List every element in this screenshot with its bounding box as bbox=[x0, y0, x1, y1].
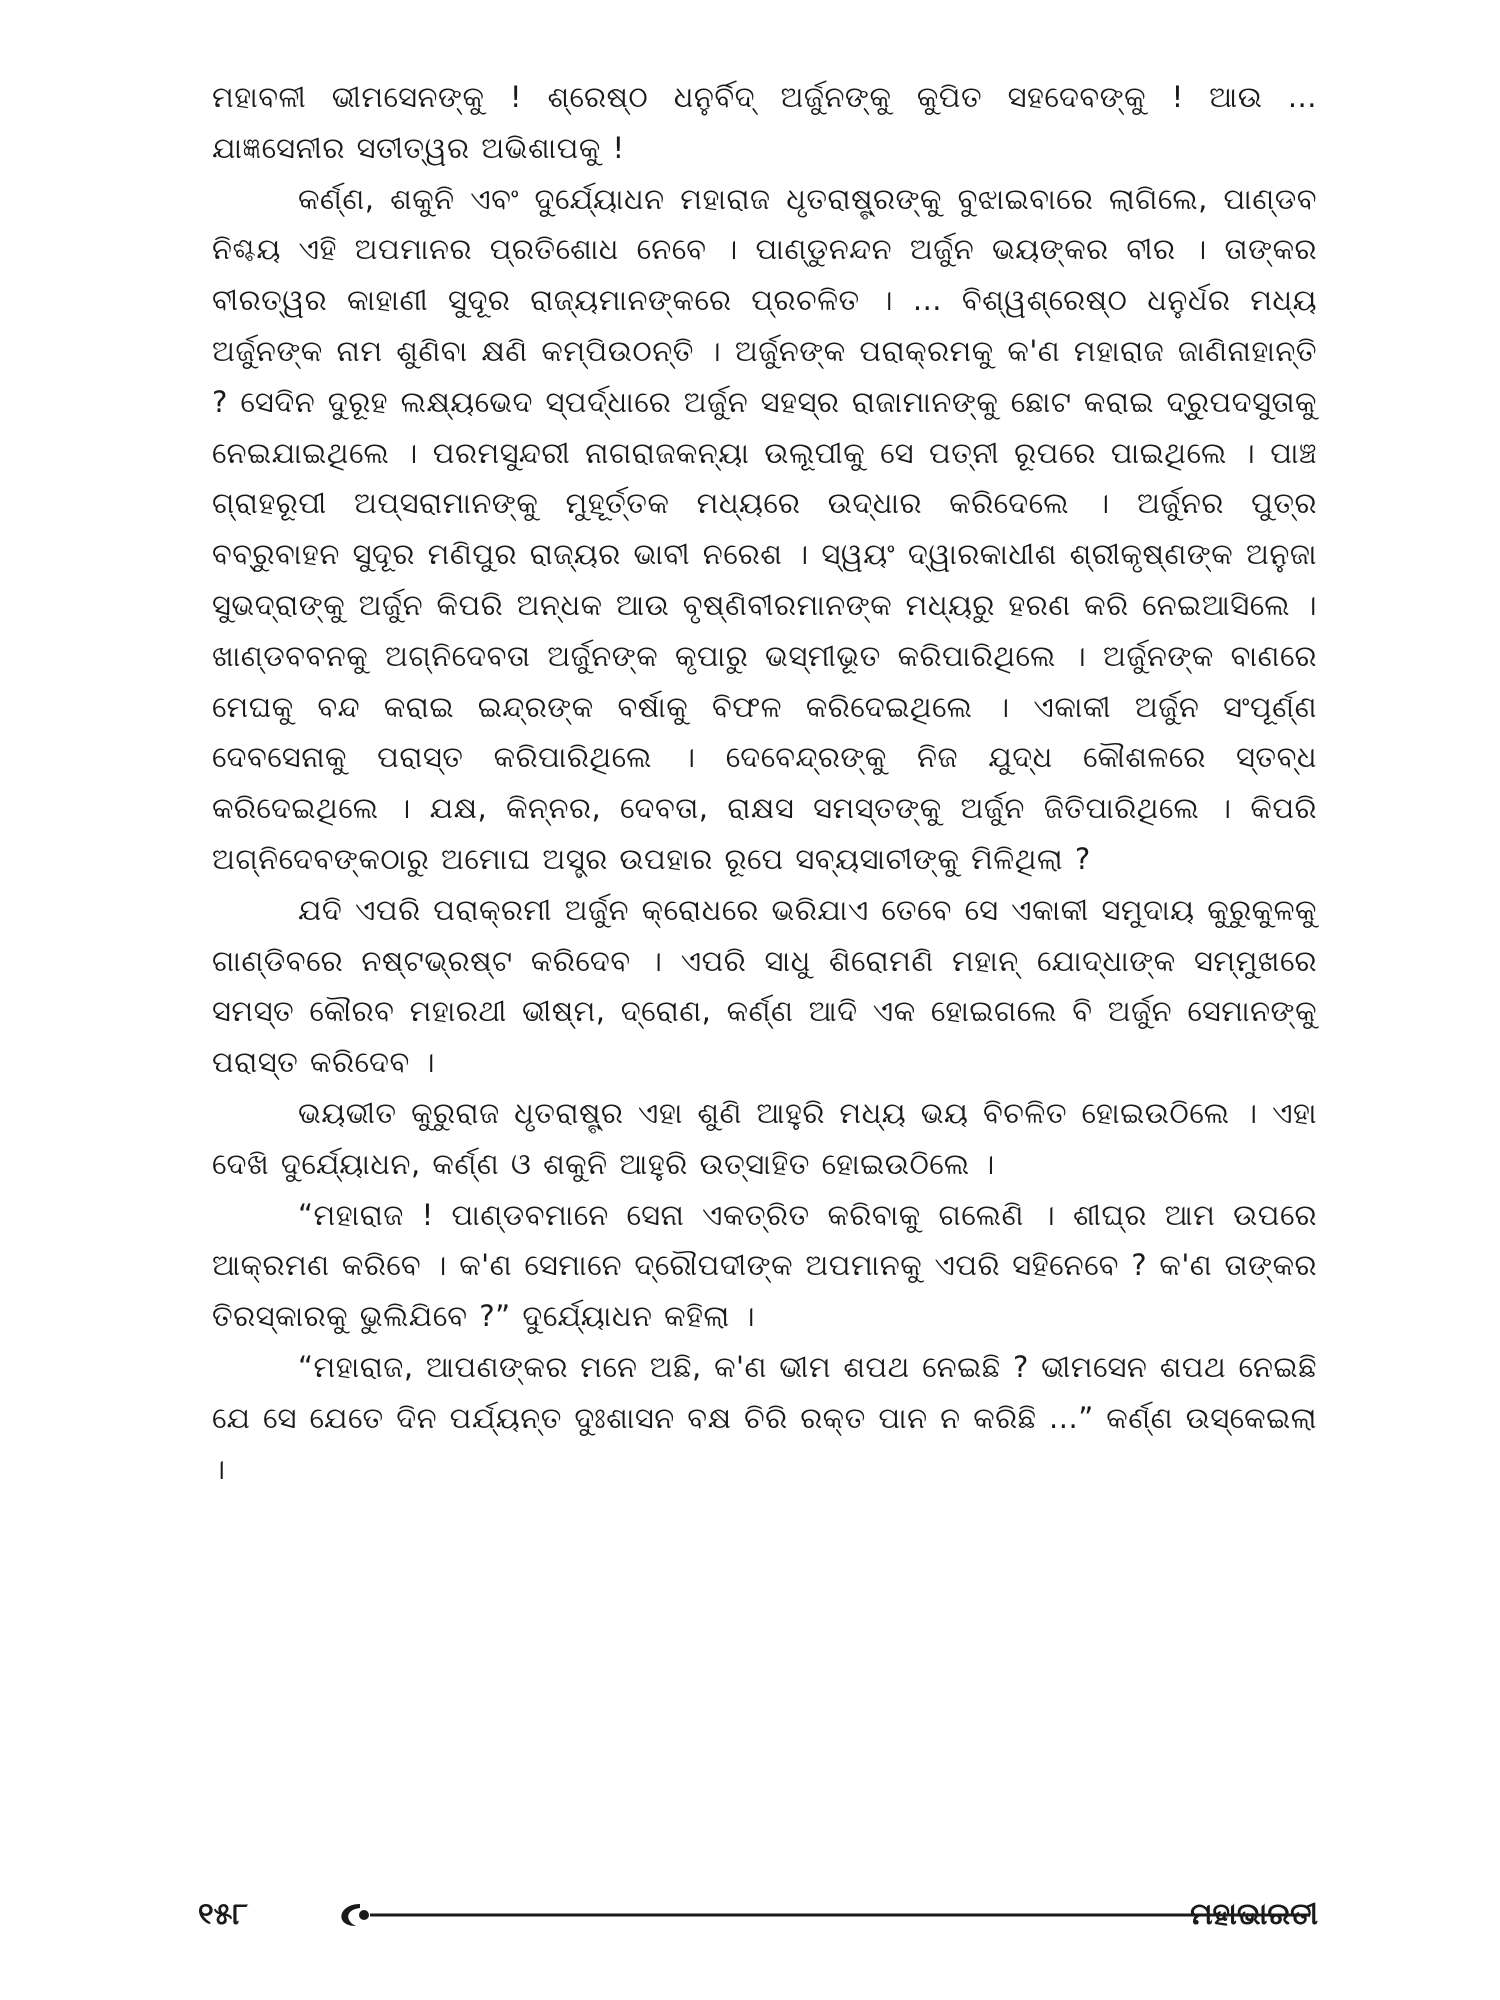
paragraph-2: କର୍ଣ୍ଣ, ଶକୁନି ଏବଂ ଦୁର୍ଯ୍ୟୋଧନ ମହାରାଜ ଧୃତରାଷ୍ଟ୍ରଙ୍କୁ ବୁଝାଇବାରେ ଲାଗିଲେ, ପାଣ୍ଡବ ନିଶ୍ଚୟ ଏହି ଅପମାନର ପ୍ରତିଶୋଧ ନେବେ । ପାଣ୍ଡୁନନ୍ଦନ ଅର୍ଜୁନ ଭୟଙ୍କର ବୀର । ତାଙ୍କର ବୀରତ୍ୱର କାହାଣୀ ସୁଦୂର ରାଜ୍ୟମାନଙ୍କରେ ପ୍ରଚଳିତ । ... ବିଶ୍ୱଶ୍ରେଷ୍ଠ ଧନୁର୍ଧର ମଧ୍ୟ ଅର୍ଜୁନଙ୍କ ନାମ ଶୁଣିବା କ୍ଷଣି କମ୍ପିଉଠନ୍ତି । ଅର୍ଜୁନଙ୍କ ପରାକ୍ରମକୁ କ'ଣ ମହାରାଜ ଜାଣିନାହାନ୍ତି ? ସେଦିନ ଦୁରୂହ ଲକ୍ଷ୍ୟଭେଦ ସ୍ପର୍ଦ୍ଧାରେ ଅର୍ଜୁନ ସହସ୍ର ରାଜାମାନଙ୍କୁ ଛୋଟ କରାଇ ଦ୍ରୁପଦସୁତାକୁ ନେଇଯାଇଥିଲେ । ପରମସୁନ୍ଦରୀ ନାଗରାଜକନ୍ୟା ଉଲୂପୀକୁ ସେ ପତ୍ନୀ ରୂପରେ ପାଇଥିଲେ । ପାଞ୍ଚ ଗ୍ରାହରୂପୀ ଅପ୍ସରାମାନଙ୍କୁ ମୁହୂର୍ତ୍ତକ ମଧ୍ୟରେ ଉଦ୍ଧାର କରିଦେଲେ । ଅର୍ଜୁନର ପୁତ୍ର ବବ୍ରୁବାହନ ସୁଦୂର ମଣିପୁର ରାଜ୍ୟର ଭାବୀ ନରେଶ । ସ୍ୱୟଂ ଦ୍ୱାରକାଧୀଶ ଶ୍ରୀକୃଷ୍ଣଙ୍କ ଅନୁଜା ସୁଭଦ୍ରାଙ୍କୁ ଅର୍ଜୁନ କିପରି ଅନ୍ଧକ ଆଉ ବୃଷ୍ଣିବୀରମାନଙ୍କ ମଧ୍ୟରୁ ହରଣ କରି ନେଇଆସିଲେ । ଖାଣ୍ଡବବନକୁ ଅଗ୍ନିଦେବତା ଅର୍ଜୁନଙ୍କ କୃପାରୁ ଭସ୍ମୀଭୂତ କରିପାରିଥିଲେ । ଅର୍ଜୁନଙ୍କ ବାଣରେ ମେଘକୁ ବନ୍ଦ କରାଇ ଇନ୍ଦ୍ରଙ୍କ ବର୍ଷାକୁ ବିଫଳ କରିଦେଇଥିଲେ । ଏକାକୀ ଅର୍ଜୁନ ସଂପୂର୍ଣ୍ଣ ଦେବସେନାକୁ ପରାସ୍ତ କରିପାରିଥିଲେ । ଦେବେନ୍ଦ୍ରଙ୍କୁ ନିଜ ଯୁଦ୍ଧ କୌଶଳରେ ସ୍ତବ୍ଧ କରିଦେଇଥିଲେ । ଯକ୍ଷ, କିନ୍ନର, ଦେବତା, ରାକ୍ଷସ ସମସ୍ତଙ୍କୁ ଅର୍ଜୁନ ଜିତିପାରିଥିଲେ । କିପରି ଅଗ୍ନିଦେବଙ୍କଠାରୁ ଅମୋଘ ଅସ୍ତ୍ର ଉପହାର ରୂପେ ସବ୍ୟସାଚୀଙ୍କୁ ମିଳିଥିଲା ? bbox=[212, 181, 1317, 876]
paragraph-3: ଯଦି ଏପରି ପରାକ୍ରମୀ ଅର୍ଜୁନ କ୍ରୋଧରେ ଭରିଯାଏ ତେବେ ସେ ଏକାକୀ ସମୁଦାୟ କୁରୁକୁଳକୁ ଗାଣ୍ଡିବରେ ନଷ୍ଟଭ୍ରଷ୍ଟ କରିଦେବ । ଏପରି ସାଧୁ ଶିରୋମଣି ମହାନ୍ ଯୋଦ୍ଧାଙ୍କ ସମ୍ମୁଖରେ ସମସ୍ତ କୌରବ ମହାରଥୀ ଭୀଷ୍ମ, ଦ୍ରୋଣ, କର୍ଣ୍ଣ ଆଦି ଏକ ହୋଇଗଲେ ବି ଅର୍ଜୁନ ସେମାନଙ୍କୁ ପରାସ୍ତ କରିଦେବ । bbox=[212, 892, 1317, 1080]
footer-rule-ornament-icon bbox=[330, 1898, 1310, 1932]
page-number: ୧୫୮ bbox=[198, 1897, 249, 1932]
running-title: ମହାଭାରତୀ bbox=[1190, 1897, 1318, 1932]
body-text bbox=[212, 72, 1317, 1494]
paragraph-4: ଭୟଭୀତ କୁରୁରାଜ ଧୃତରାଷ୍ଟ୍ର ଏହା ଶୁଣି ଆହୁରି ମଧ୍ୟ ଭୟ ବିଚଳିତ ହୋଇଉଠିଲେ । ଏହା ଦେଖି ଦୁର୍ଯ୍ୟୋଧନ, କର୍ଣ୍ଣ ଓ ଶକୁନି ଆହୁରି ଉତ୍ସାହିତ ହୋଇଉଠିଲେ । bbox=[212, 1095, 1317, 1181]
paragraph-1: ମହାବଳୀ ଭୀମସେନଙ୍କୁ ! ଶ୍ରେଷ୍ଠ ଧନୁର୍ବିଦ୍ ଅର୍ଜୁନଙ୍କୁ କୁପିତ ସହଦେବଙ୍କୁ ! ଆଉ ... ଯାଜ୍ଞସେନୀର ସତୀତ୍ୱର ଅଭିଶାପକୁ ! bbox=[212, 80, 1317, 165]
page-footer bbox=[198, 1895, 1318, 1945]
paragraph-5: “ମହାରାଜ ! ପାଣ୍ଡବମାନେ ସେନା ଏକତ୍ରିତ କରିବାକୁ ଗଲେଣି । ଶୀଘ୍ର ଆମ ଉପରେ ଆକ୍ରମଣ କରିବେ । କ'ଣ ସେମାନେ ଦ୍ରୌପଦୀଙ୍କ ଅପମାନକୁ ଏପରି ସହିନେବେ ? କ'ଣ ତାଙ୍କର ତିରସ୍କାରକୁ ଭୁଲିଯିବେ ?” ଦୁର୍ଯ୍ୟୋଧନ କହିଲା । bbox=[212, 1197, 1317, 1334]
paragraph-6: “ମହାରାଜ, ଆପଣଙ୍କର ମନେ ଅଛି, କ'ଣ ଭୀମ ଶପଥ ନେଇଛି ? ଭୀମସେନ ଶପଥ ନେଇଛି ଯେ ସେ ଯେତେ ଦିନ ପର୍ଯ୍ୟନ୍ତ ଦୁଃଶାସନ ବକ୍ଷ ଚିରି ରକ୍ତ ପାନ ନ କରିଛି ...” କର୍ଣ୍ଣ ଉସ୍କେଇଲା । bbox=[212, 1349, 1317, 1486]
